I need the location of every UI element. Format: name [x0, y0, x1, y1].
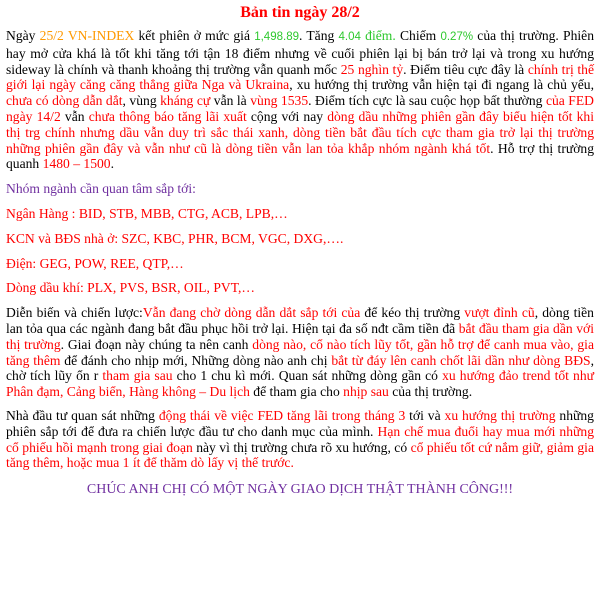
advice-paragraph: Nhà đầu tư quan sát những động thái về việc FED tăng lãi trong tháng 3 tới và xu hướng thị trường những phiên sắp tới để đưa ra chiến lược đầu tư cho danh mục của mình. Hạn chế mua đuổi hay mua mới những cổ phiếu hồi mạnh trong giai đoạn này vì thị trường chưa rõ xu hướng, có cổ phiếu tốt cứ nắm giữ, giảm gia tăng thêm, hoặc mua 1 ít để thăm dò lấy vị thế trước.: [6, 407, 594, 471]
fed-meeting: của FED ngày 14/2: [6, 93, 594, 124]
no-rate-hike: chưa thông báo tăng lãi xuất: [88, 108, 247, 124]
market-summary-paragraph: Ngày 25/2 VN-INDEX kết phiên ở mức giá 1,498.89. Tăng 4.04 điểm. Chiếm 0.27% của thị trường. Phiên hay mở cửa khá là tốt khi tăng tới tận 18 điểm nhưng về cuối phiên lại bị bán trở lại và trong xu hướng sideway là chính và thanh khoảng thị trường vẫn quanh mốc 25 nghìn tỷ. Điểm tiêu cực đây là chính trị thế giới lại ngày căng căng thẳng giữa Nga và Ukraina, xu hướng thị trường vẫn hiện tại đi ngang là chủ yếu, chưa có dòng dẫn dắt, vùng kháng cự vẫn là vùng 1535. Điểm tích cực là sau cuộc họp bất thường của FED ngày 14/2 vẫn chưa thông báo tăng lãi xuất cộng với nay dòng dầu những phiên gần đây biểu hiện tốt khi thị trg chính nhưng dầu vẫn duy trì sắc thái xanh, dòng tiền bắt đầu tích cực tham gia trở lại thị trường những phiên gần đây và vẫn như cũ là dòng tiền vẫn lan tỏa khắp nhóm ngành khá tốt. Hỗ trợ thị trường quanh 1480 – 1500.: [6, 28, 595, 172]
summary-text: Ngày: [6, 28, 40, 43]
sector-industrial-realestate: KCN và BĐS nhà ở: SZC, KBC, PHR, BCM, VGC, DXG,….: [6, 230, 344, 246]
sector-oil-gas: Dòng dầu khí: PLX, PVS, BSR, OIL, PVT,…: [6, 280, 255, 296]
resistance-zone: vùng 1535: [250, 93, 309, 109]
strategy-paragraph: Diễn biến và chiến lược:Vẫn đang chờ dòng dẫn dắt sắp tới của để kéo thị trường vượt đỉnh cũ, dòng tiền lan tỏa qua các ngành đang bắt đầu phục hồi trở lại. Hiện tại đa số nđt cầm tiền đã bắt đầu tham gia dần với thị trường. Giai đoạn này chúng ta nên canh dòng nào, cổ nào tích lũy tốt, gần hỗ trợ để canh mua vào, gia tăng thêm để đánh cho nhịp mới, Những dòng nào anh chị bắt từ đáy lên canh chốt lãi dần như dòng BĐS, chờ tích lũy ổn r tham gia sau cho 1 chu kì mới. Quan sát những dòng gần có xu hướng đảo trend tốt như Phân đạm, Cảng biển, Hàng không – Du lịch để tham gia cho nhịp sau của thị trường.: [6, 305, 595, 400]
resistance-word: kháng cự: [160, 93, 211, 109]
negative-factor: chính trị thế giới lại ngày căng căng thẳng giữa Nga và Ukraina: [6, 61, 595, 93]
points-word: điểm.: [365, 28, 396, 43]
sector-banks: Ngân Hàng : BID, STB, MBB, CTG, ACB, LPB,…: [6, 205, 288, 221]
sectors-heading: Nhóm ngành cần quan tâm sắp tới:: [6, 181, 196, 197]
bulletin-title: Bản tin ngày 28/2: [240, 4, 360, 21]
positive-factor: dòng dầu những phiên gần đây biểu hiện tốt khi thị trg chính nhưng dầu vẫn duy trì sắc thái xanh, dòng tiền bắt đầu tích cực tham gia trở lại thị trường những phiên gần đây và vẫn như cũ là dòng tiền vẫn lan tỏa khắp nhóm ngành khá tốt: [6, 108, 594, 156]
closing-greeting: CHÚC ANH CHỊ CÓ MỘT NGÀY GIAO DỊCH THẬT THÀNH CÔNG!!!: [86, 482, 514, 498]
summary-date: 25/2: [39, 28, 64, 43]
no-leading-flow: chưa có dòng dẫn dắt: [6, 93, 123, 109]
strategy-label: Diễn biến và chiến lược:: [6, 305, 143, 321]
index-change-points: 4.04: [338, 31, 361, 43]
support-zone: 1480 – 1500: [42, 156, 111, 172]
index-name: VN-INDEX: [67, 28, 135, 43]
index-change-percent: 0.27%: [440, 31, 474, 43]
index-close-value: 1,498.89: [254, 31, 299, 43]
liquidity-level: 25 nghìn tỷ: [340, 61, 404, 77]
sector-power: Điện: GEG, POW, REE, QTP,…: [6, 255, 184, 271]
